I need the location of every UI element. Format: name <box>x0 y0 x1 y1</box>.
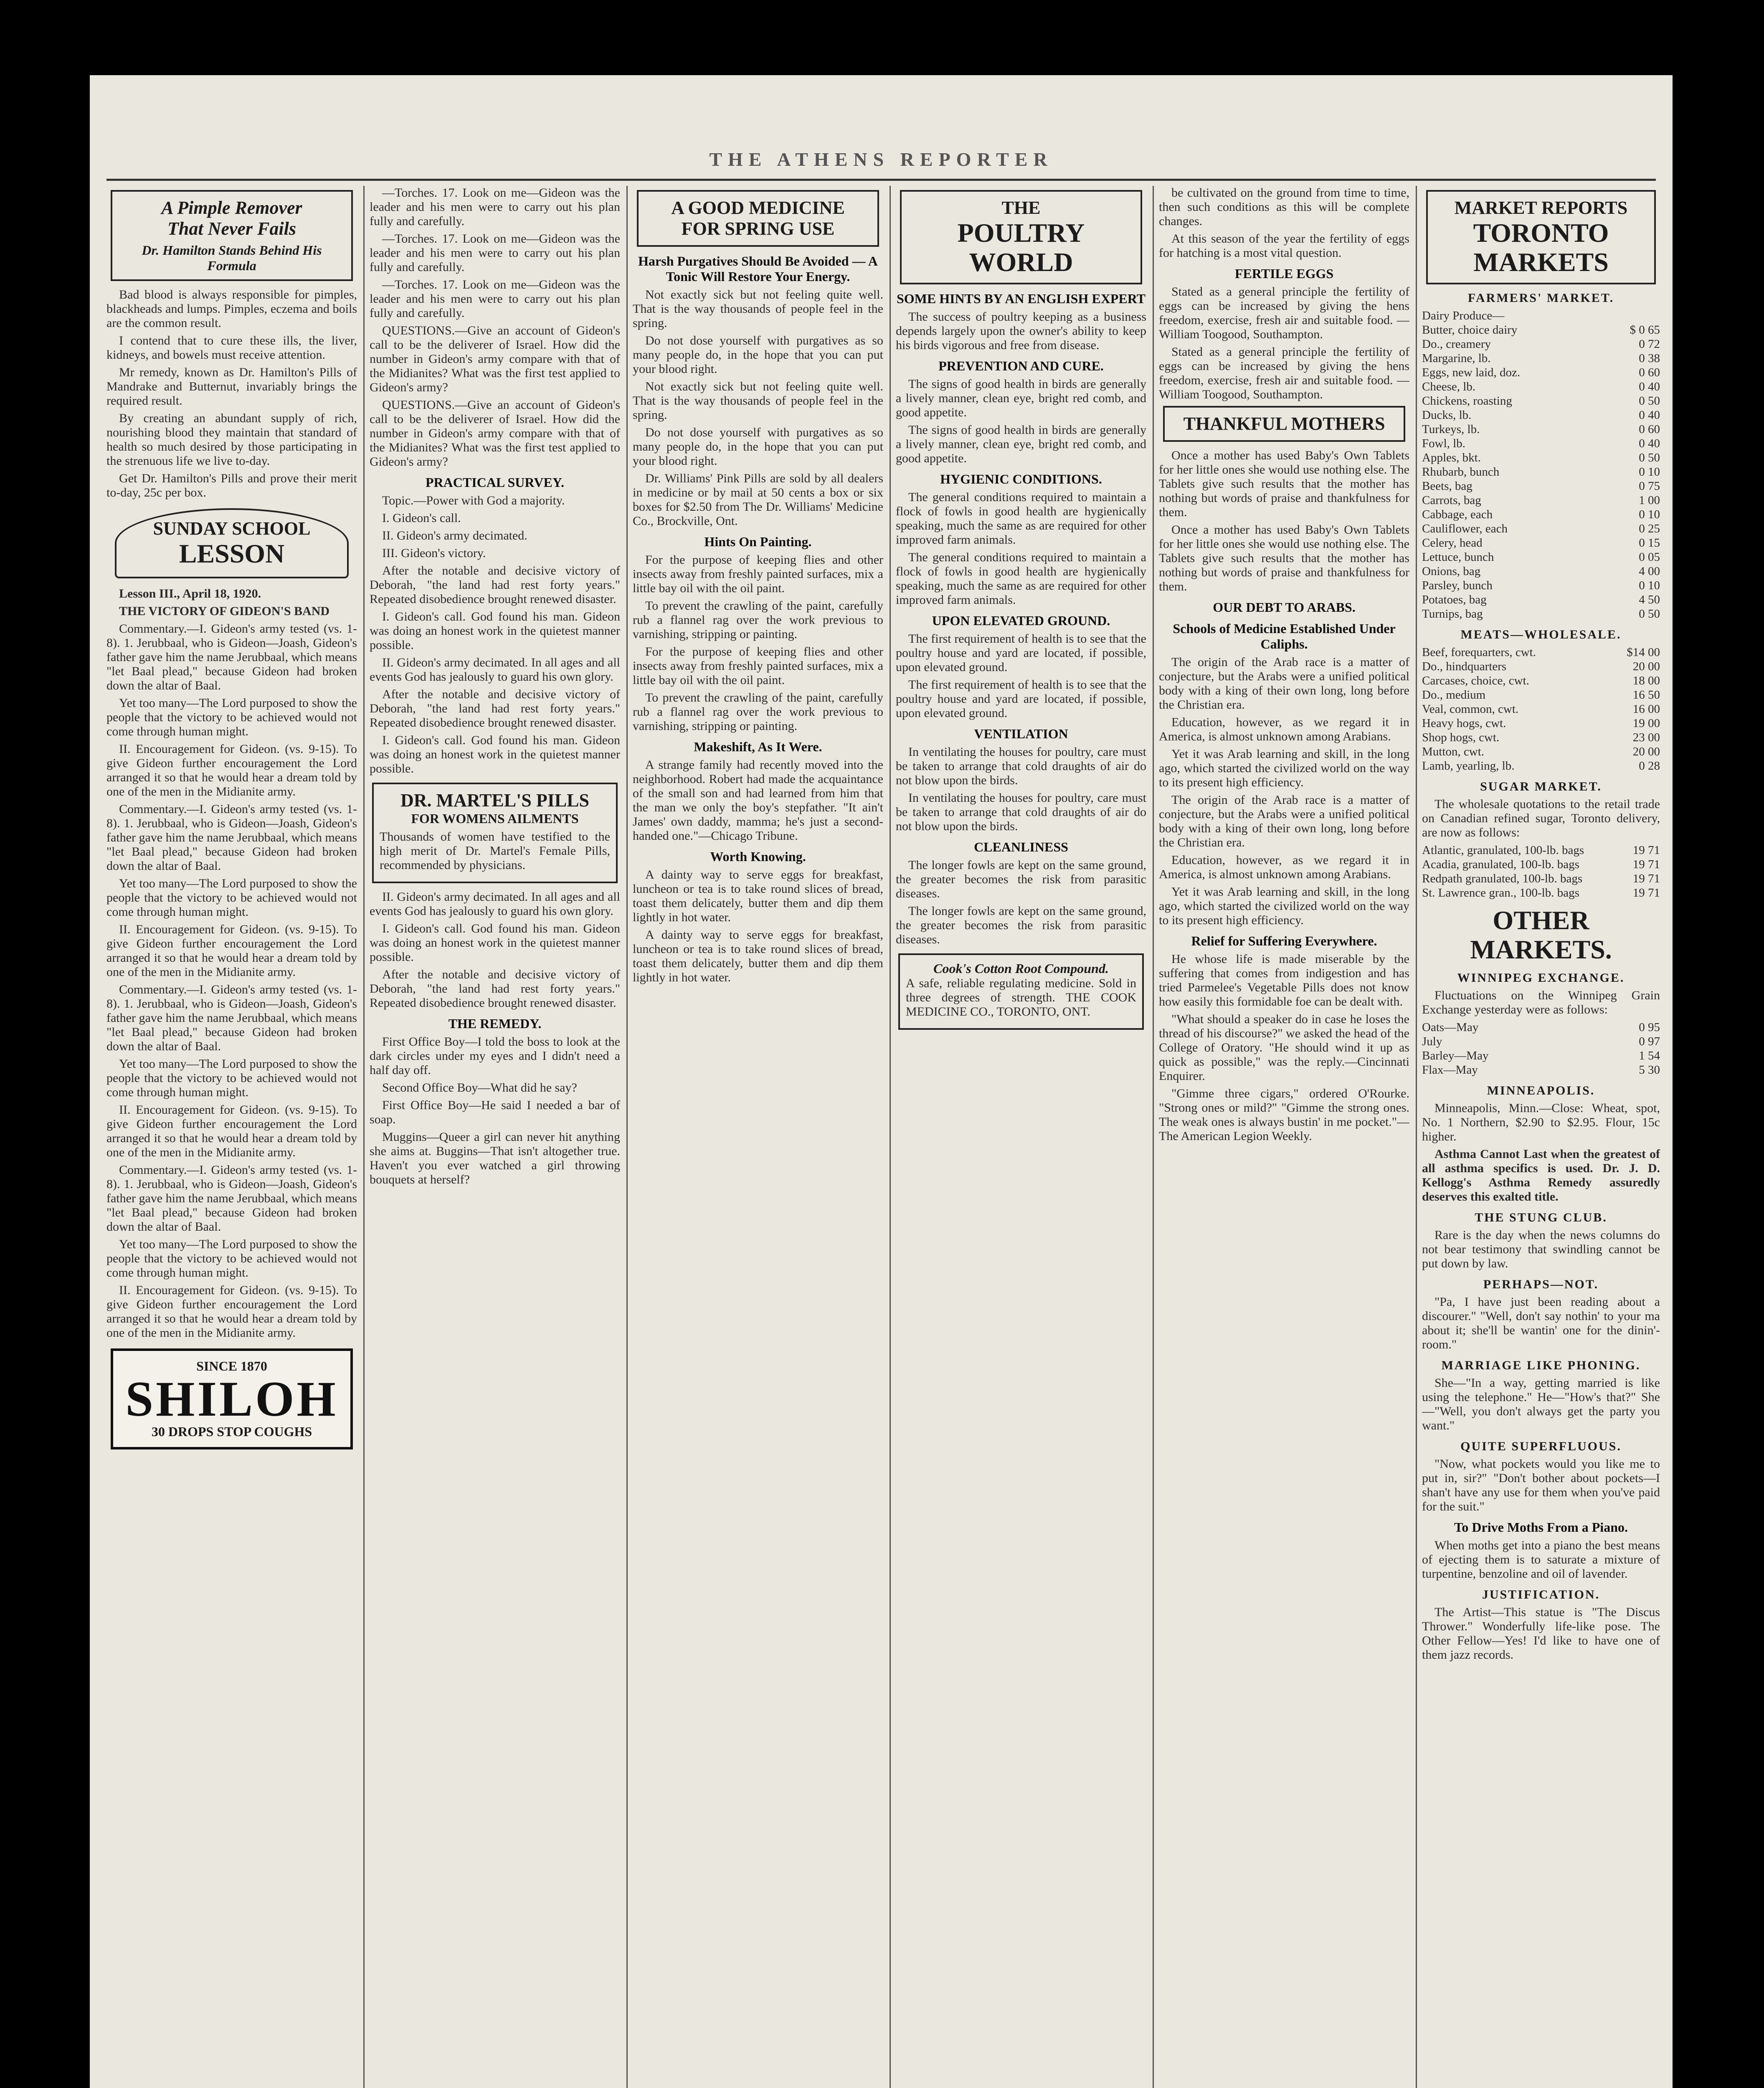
paragraph: When moths get into a piano the best means of ejecting them is to saturate a mixture of turpentine, benzoline and oil of lavender. <box>1422 1538 1660 1581</box>
market-price: 0 72 <box>1639 337 1660 351</box>
market-item: Rhubarb, bunch <box>1422 465 1500 479</box>
justification-heading: JUSTIFICATION. <box>1482 1588 1600 1601</box>
paragraph: Yet too many—The Lord purposed to show the people that the victory to be achieved would not come through human might. <box>106 696 357 738</box>
market-row <box>1422 1049 1660 1063</box>
market-item: Heavy hogs, cwt. <box>1422 717 1506 730</box>
paragraph: Education, however, as we regard it in America, is almost unknown among Arabians. <box>1159 715 1409 743</box>
shiloh-brand: SHILOH <box>125 1371 338 1427</box>
column-6 <box>1422 186 1660 2088</box>
paragraph: "Now, what pockets would you like me to put in, sir?" "Don't bother about pockets—I shan't have any use for them when you've paid for the suit." <box>1422 1457 1660 1513</box>
poultry-subhead: SOME HINTS BY AN ENGLISH EXPERT <box>896 291 1146 306</box>
sugar-heading: SUGAR MARKET. <box>1480 780 1602 793</box>
market-row <box>1422 659 1660 674</box>
market-item: Fowl, lb. <box>1422 437 1465 450</box>
marriage-heading: MARRIAGE LIKE PHONING. <box>1441 1358 1641 1372</box>
market-price: 19 71 <box>1632 872 1660 885</box>
market-item: July <box>1422 1035 1442 1048</box>
survey-item: I. Gideon's call. <box>382 511 461 525</box>
market-price: 16 50 <box>1632 688 1660 702</box>
market-item: Lamb, yearling, lb. <box>1422 759 1515 773</box>
paragraph: Commentary.—I. Gideon's army tested (vs. 1-8). 1. Jerubbaal, who is Gideon—Joash, Gideon's father gave him the name Jerubbaal, which means "let Baal plead," because Gideon had broken down the altar of Baal. <box>106 802 357 873</box>
column-1 <box>106 186 357 2088</box>
market-row <box>1422 745 1660 759</box>
market-banner-text: MARKET REPORTS <box>1454 198 1628 218</box>
market-item: Atlantic, granulated, 100-lb. bags <box>1422 844 1584 857</box>
market-price: 0 40 <box>1639 380 1660 393</box>
lesson-date: Lesson III., April 18, 1920. <box>119 587 261 601</box>
hygienic-heading: HYGIENIC CONDITIONS. <box>940 471 1102 487</box>
dr-martels-pills-ad <box>372 783 618 883</box>
paragraph: Stated as a general principle the fertility of eggs can be increased by giving the hens freedom, exercise, fresh air and suitable food. — William Toogood, Southampton. <box>1159 285 1409 341</box>
market-price: 0 50 <box>1639 607 1660 621</box>
top-rule <box>106 179 1656 181</box>
market-row <box>1422 702 1660 716</box>
column-4 <box>896 186 1146 2088</box>
market-price: 0 15 <box>1639 536 1660 550</box>
market-price: 0 40 <box>1639 437 1660 450</box>
market-item: Do., medium <box>1422 688 1486 702</box>
prevention-heading: PREVENTION AND CURE. <box>938 358 1104 373</box>
market-price: 18 00 <box>1632 674 1660 687</box>
paragraph: Yet too many—The Lord purposed to show the people that the victory to be achieved would not come through human might. <box>106 877 357 919</box>
market-price: 0 40 <box>1639 408 1660 422</box>
thankful-mothers-headline <box>1163 406 1405 442</box>
schools-heading: Schools of Medicine Established Under Caliphs. <box>1173 621 1396 651</box>
market-price: 20 00 <box>1632 745 1660 758</box>
debt-to-arabs-heading: OUR DEBT TO ARABS. <box>1213 600 1356 615</box>
market-row <box>1422 493 1660 507</box>
market-item: Redpath granulated, 100-lb. bags <box>1422 872 1583 885</box>
makeshift-heading: Makeshift, As It Were. <box>694 739 822 754</box>
market-price: 4 50 <box>1639 593 1660 606</box>
market-price: 0 75 <box>1639 479 1660 493</box>
paragraph: The longer fowls are kept on the same ground, the greater becomes the risk from parasitic diseases. <box>896 904 1146 946</box>
market-item: Beets, bag <box>1422 479 1473 493</box>
paragraph: The signs of good health in birds are generally a lively manner, clean eye, bright red comb, and good appetite. <box>896 377 1146 419</box>
market-row <box>1422 607 1660 621</box>
market-row <box>1422 380 1660 394</box>
market-price: 4 00 <box>1639 565 1660 578</box>
quite-superfluous-heading: QUITE SUPERFLUOUS. <box>1460 1439 1622 1453</box>
toronto-markets-title: TORONTO MARKETS <box>1473 218 1609 277</box>
market-row <box>1422 564 1660 578</box>
paragraph: "Gimme three cigars," ordered O'Rourke. "Strong ones or mild?" "Gimme the strong ones. The weak ones is always bustin' in me pocket."—The American Legion Weekly. <box>1159 1087 1409 1143</box>
medicine-title-line2: FOR SPRING USE <box>681 218 835 239</box>
market-row <box>1422 872 1660 886</box>
market-item: Barley—May <box>1422 1049 1489 1062</box>
paragraph: Commentary.—I. Gideon's army tested (vs. 1-8). 1. Jerubbaal, who is Gideon—Joash, Gideon's father gave him the name Jerubbaal, which means "let Baal plead," because Gideon had broken down the altar of Baal. <box>106 622 357 692</box>
farmers-market-heading: FARMERS' MARKET. <box>1467 291 1614 305</box>
paragraph: Dr. Williams' Pink Pills are sold by all dealers in medicine or by mail at 50 cents a box or six boxes for $2.50 from The Dr. Williams' Medicine Co., Brockville, Ont. <box>633 471 883 528</box>
market-item: Acadia, granulated, 100-lb. bags <box>1422 858 1579 871</box>
medicine-title-line1: A GOOD MEDICINE <box>671 198 845 218</box>
market-row <box>1422 465 1660 479</box>
survey-topic: Topic.—Power with God a majority. <box>382 494 565 507</box>
market-item: Turnips, bag <box>1422 607 1483 621</box>
market-price: 0 25 <box>1639 522 1660 535</box>
paragraph: The origin of the Arab race is a matter of conjecture, but the Arabs were a unified political body with a king of their own long, long before the Christian era. <box>1159 655 1409 712</box>
paragraph: Bad blood is always responsible for pimples, blackheads and lumps. Pimples, eczema and boils are the common result. <box>106 288 357 330</box>
market-row <box>1422 1063 1660 1077</box>
market-item: Parsley, bunch <box>1422 579 1493 592</box>
masthead: THE ATHENS REPORTER <box>709 149 1053 170</box>
shiloh-since: SINCE 1870 <box>196 1358 267 1373</box>
poultry-title-line1: THE <box>1001 198 1041 218</box>
sugar-list <box>1422 843 1660 900</box>
other-markets-heading: OTHER MARKETS. <box>1470 905 1612 964</box>
market-row <box>1422 857 1660 872</box>
market-price: 0 05 <box>1639 550 1660 564</box>
paragraph: A dainty way to serve eggs for breakfast, luncheon or tea is to take round slices of bread, toast them delicately, butter them and dip them lightly in hot water. <box>633 868 883 924</box>
market-item: Beef, forequarters, cwt. <box>1422 646 1536 659</box>
paragraph: Commentary.—I. Gideon's army tested (vs. 1-8). 1. Jerubbaal, who is Gideon—Joash, Gideon's father gave him the name Jerubbaal, which means "let Baal plead," because Gideon had broken down the altar of Baal. <box>106 983 357 1053</box>
market-item: Carcases, choice, cwt. <box>1422 674 1529 687</box>
survey-item: II. Gideon's army decimated. <box>382 529 527 542</box>
column-2 <box>370 186 620 2088</box>
market-price: 1 00 <box>1639 494 1660 507</box>
market-price: 0 50 <box>1639 394 1660 408</box>
market-price: 19 71 <box>1632 844 1660 857</box>
paragraph: QUESTIONS.—Give an account of Gideon's call to be the deliverer of Israel. How did the number in Gideon's army compare with that of the Midianites? What was the first test applied to Gideon's army? <box>370 398 620 469</box>
market-row <box>1422 843 1660 857</box>
paragraph: Not exactly sick but not feeling quite well. That is the way thousands of people feel in the spring. <box>633 288 883 330</box>
market-price: 0 10 <box>1639 579 1660 592</box>
paragraph: II. Encouragement for Gideon. (vs. 9-15). To give Gideon further encouragement the Lord arranged it so that he would hear a dream told by one of the men in the Midianite army. <box>106 1103 357 1159</box>
market-item: Chickens, roasting <box>1422 394 1512 408</box>
paragraph: "What should a speaker do in case he loses the thread of his discourse?" we asked the head of the College of Oratory. "He should wind it up as quick as possible," was the reply.—Cincinnati Enquirer. <box>1159 1012 1409 1083</box>
paragraph: Do not dose yourself with purgatives as so many people do, in the hope that you can put your blood right. <box>633 426 883 468</box>
paragraph: Muggins—Queer a girl can never hit anything she aims at. Buggins—That isn't altogether true. Haven't you ever watched a girl throwing bouquets at herself? <box>370 1130 620 1186</box>
good-medicine-headline <box>637 190 879 247</box>
market-row <box>1422 365 1660 380</box>
paragraph: II. Gideon's army decimated. In all ages and all events God has jealously to guard his own glory. <box>370 656 620 684</box>
market-row <box>1422 688 1660 702</box>
newspaper-page <box>90 75 1673 2088</box>
paragraph: For the purpose of keeping flies and other insects away from freshly painted surfaces, mix a little bay oil with the oil paint. <box>633 553 883 595</box>
market-item: Potatoes, bag <box>1422 593 1487 606</box>
meats-heading: MEATS—WHOLESALE. <box>1460 628 1622 641</box>
market-price: 16 00 <box>1632 702 1660 716</box>
pimple-remover-ad <box>111 190 353 281</box>
paragraph: Rare is the day when the news columns do not bear testimony that swindling cannot be put down by law. <box>1422 1228 1660 1270</box>
paragraph: After the notable and decisive victory of Deborah, "the land had rest forty years." Repeated disobedience brought renewed disaster. <box>370 968 620 1010</box>
cook-title: Cook's Cotton Root Compound. <box>933 961 1109 976</box>
column-rule <box>1416 186 1417 2088</box>
paragraph: I. Gideon's call. God found his man. Gideon was doing an honest work in the quietest manner possible. <box>370 733 620 775</box>
paragraph: A strange family had recently moved into the neighborhood. Robert had made the acquaintance of the small son and had learned from him that the man we only the boy's stepfather. "It ain't James' own daddy, mamma; he's just a second-handed one."—Chicago Tribune. <box>633 758 883 843</box>
paragraph: I. Gideon's call. God found his man. Gideon was doing an honest work in the quietest manner possible. <box>370 610 620 652</box>
market-reports-banner <box>1426 190 1656 284</box>
market-price: 19 71 <box>1632 886 1660 900</box>
paragraph: II. Encouragement for Gideon. (vs. 9-15). To give Gideon further encouragement the Lord arranged it so that he would hear a dream told by one of the men in the Midianite army. <box>106 1283 357 1340</box>
paragraph: The longer fowls are kept on the same ground, the greater becomes the risk from parasitic diseases. <box>896 858 1146 900</box>
paragraph: I. Gideon's call. God found his man. Gideon was doing an honest work in the quietest manner possible. <box>370 922 620 964</box>
perhaps-not-heading: PERHAPS—NOT. <box>1483 1277 1599 1291</box>
paragraph: The first requirement of health is to see that the poultry house and yard are located, if possible, upon elevated ground. <box>896 632 1146 674</box>
worth-knowing-heading: Worth Knowing. <box>710 849 806 864</box>
fertile-eggs-heading: FERTILE EGGS <box>1234 266 1334 281</box>
poultry-world-headline <box>900 190 1142 284</box>
paragraph: The Artist—This statue is "The Discus Thrower." Wonderfully life-like pose. The Other Fellow—Yes! I'd like to have one of them jazz records. <box>1422 1605 1660 1662</box>
paragraph: Second Office Boy—What did he say? <box>382 1081 577 1095</box>
market-item: Shop hogs, cwt. <box>1422 731 1500 744</box>
paragraph: To prevent the crawling of the paint, carefully rub a flannel rag over the work previous to varnishing, stripping or painting. <box>633 599 883 641</box>
market-price: 0 10 <box>1639 508 1660 521</box>
market-item: Margarine, lb. <box>1422 352 1491 365</box>
column-rule <box>1153 186 1154 2088</box>
market-row <box>1422 716 1660 730</box>
paragraph: By creating an abundant supply of rich, nourishing blood they maintain that standard of health so much desired by those participating in the strenuous life we live to-day. <box>106 411 357 468</box>
paragraph: Yet it was Arab learning and skill, in the long ago, which started the civilized world on the way to its present high efficiency. <box>1159 885 1409 927</box>
market-row <box>1422 674 1660 688</box>
column-rule <box>363 186 365 2088</box>
market-row <box>1422 886 1660 900</box>
paragraph: Once a mother has used Baby's Own Tablets for her little ones she would use nothing else. The Tablets give such results that the mother has nothing but words of praise and thankfulness for them. <box>1159 449 1409 519</box>
column-5 <box>1159 186 1409 2088</box>
market-price: $ 0 65 <box>1630 323 1660 337</box>
cooks-cotton-root-ad <box>898 953 1144 1030</box>
market-item: Do., creamery <box>1422 337 1491 351</box>
paragraph: —Torches. 17. Look on me—Gideon was the leader and his men were to carry out his plan fully and carefully. <box>370 232 620 274</box>
martel-body: Thousands of women have testified to the high merit of Dr. Martel's Female Pills, recommended by physicians. <box>380 830 610 872</box>
market-row <box>1422 422 1660 436</box>
market-item: Lettuce, bunch <box>1422 550 1494 564</box>
market-row <box>1422 436 1660 451</box>
paragraph: First Office Boy—He said I needed a bar of soap. <box>370 1098 620 1126</box>
market-item: Oats—May <box>1422 1021 1479 1034</box>
paragraph: For the purpose of keeping flies and other insects away from freshly painted surfaces, mix a little bay oil with the oil paint. <box>633 645 883 687</box>
practical-survey-heading: PRACTICAL SURVEY. <box>426 475 564 490</box>
market-row <box>1422 730 1660 745</box>
market-item: Do., hindquarters <box>1422 660 1507 673</box>
market-item: Celery, head <box>1422 536 1483 550</box>
paragraph: QUESTIONS.—Give an account of Gideon's call to be the deliverer of Israel. How did the number in Gideon's army compare with that of the Midianites? What was the first test applied to Gideon's army? <box>370 324 620 394</box>
lesson-title: THE VICTORY OF GIDEON'S BAND <box>119 604 330 618</box>
paragraph: She—"In a way, getting married is like using the telephone." He—"How's that?" She—"Well, you don't always get the party you want." <box>1422 1376 1660 1432</box>
dairy-label: Dairy Produce— <box>1422 309 1505 322</box>
cook-body: A safe, reliable regulating medicine. Sold in three degrees of strength. THE COOK MEDICINE CO., TORONTO, ONT. <box>906 976 1136 1019</box>
paragraph: Minneapolis, Minn.—Close: Wheat, spot, No. 1 Northern, $2.90 to $2.95. Flour, 15c higher. <box>1422 1101 1660 1143</box>
paragraph: —Torches. 17. Look on me—Gideon was the leader and his men were to carry out his plan fully and carefully. <box>370 278 620 320</box>
paragraph: Stated as a general principle the fertility of eggs can be increased by giving the hens freedom, exercise, fresh air and suitable food. — William Toogood, Southampton. <box>1159 345 1409 401</box>
paragraph: Get Dr. Hamilton's Pills and prove their merit to-day, 25c per box. <box>106 471 357 499</box>
market-item: Ducks, lb. <box>1422 408 1472 422</box>
market-price: 20 00 <box>1632 660 1660 673</box>
paragraph: II. Encouragement for Gideon. (vs. 9-15). To give Gideon further encouragement the Lord arranged it so that he would hear a dream told by one of the men in the Midianite army. <box>106 922 357 979</box>
market-row <box>1422 536 1660 550</box>
paragraph: First Office Boy—I told the boss to look at the dark circles under my eyes and I didn't need a half day off. <box>370 1035 620 1077</box>
market-item: Butter, choice dairy <box>1422 323 1518 337</box>
paragraph: In ventilating the houses for poultry, care must be taken to arrange that cold draughts of air do not blow upon the birds. <box>896 745 1146 787</box>
paragraph: Once a mother has used Baby's Own Tablets for her little ones she would use nothing else. The Tablets give such results that the mother has nothing but words of praise and thankfulness for them. <box>1159 523 1409 593</box>
paragraph: Yet it was Arab learning and skill, in the long ago, which started the civilized world on the way to its present high efficiency. <box>1159 747 1409 789</box>
farmers-market-list <box>1422 323 1660 621</box>
paragraph: The origin of the Arab race is a matter of conjecture, but the Arabs were a unified political body with a king of their own long, long before the Christian era. <box>1159 793 1409 849</box>
martel-title-line1: DR. MARTEL'S PILLS <box>400 790 589 811</box>
winnipeg-intro: Fluctuations on the Winnipeg Grain Exchange yesterday were as follows: <box>1422 988 1660 1016</box>
market-price: 0 38 <box>1639 352 1660 365</box>
survey-item: III. Gideon's victory. <box>382 546 486 560</box>
market-item: Apples, bkt. <box>1422 451 1481 464</box>
market-item: Turkeys, lb. <box>1422 423 1480 436</box>
paragraph: Yet too many—The Lord purposed to show the people that the victory to be achieved would not come through human might. <box>106 1057 357 1099</box>
market-row <box>1422 593 1660 607</box>
pimple-title-line2: That Never Fails <box>167 218 296 239</box>
market-row <box>1422 394 1660 408</box>
market-item: Flax—May <box>1422 1063 1478 1077</box>
market-price: 0 28 <box>1639 759 1660 773</box>
paragraph: The first requirement of health is to see that the poultry house and yard are located, if possible, upon elevated ground. <box>896 678 1146 720</box>
shiloh-tagline: 30 DROPS STOP COUGHS <box>151 1424 312 1439</box>
minneapolis-heading: MINNEAPOLIS. <box>1487 1084 1595 1097</box>
martel-title-line2: FOR WOMENS AILMENTS <box>411 811 579 826</box>
sunday-title-line1: SUNDAY SCHOOL <box>153 518 311 539</box>
paragraph: "Pa, I have just been reading about a discourer." "Well, don't say nothin' to your ma about it; she'll be wantin' one for the dinin'-room." <box>1422 1295 1660 1351</box>
column-3 <box>633 186 883 2088</box>
ventilation-heading: VENTILATION <box>974 726 1068 741</box>
market-row <box>1422 451 1660 465</box>
market-row <box>1422 645 1660 659</box>
market-row <box>1422 337 1660 351</box>
market-item: Onions, bag <box>1422 565 1481 578</box>
market-row <box>1422 1020 1660 1034</box>
market-price: 23 00 <box>1632 731 1660 744</box>
market-row <box>1422 507 1660 522</box>
paragraph: The general conditions required to maintain a flock of fowls in good health are hygienically speaking, much the same as are required for other improved farm animals. <box>896 490 1146 547</box>
market-item: Mutton, cwt. <box>1422 745 1485 758</box>
market-row <box>1422 1034 1660 1049</box>
winnipeg-list <box>1422 1020 1660 1077</box>
paragraph: —Torches. 17. Look on me—Gideon was the leader and his men were to carry out his plan fully and carefully. <box>370 186 620 228</box>
market-row <box>1422 550 1660 564</box>
market-price: 1 54 <box>1639 1049 1660 1062</box>
column-rule <box>890 186 891 2088</box>
sunday-title-line2: LESSON <box>179 539 285 568</box>
stung-club-heading: THE STUNG CLUB. <box>1475 1211 1607 1224</box>
market-price: 19 00 <box>1632 717 1660 730</box>
market-row <box>1422 759 1660 773</box>
market-item: Cauliflower, each <box>1422 522 1508 535</box>
market-item: Cabbage, each <box>1422 508 1493 521</box>
paragraph: In ventilating the houses for poultry, care must be taken to arrange that cold draughts of air do not blow upon the birds. <box>896 791 1146 833</box>
market-row <box>1422 323 1660 337</box>
paragraph: After the notable and decisive victory of Deborah, "the land had rest forty years." Repeated disobedience brought renewed disaster. <box>370 564 620 606</box>
market-price: 0 95 <box>1639 1021 1660 1034</box>
market-price: $14 00 <box>1627 646 1660 659</box>
paragraph: Mr remedy, known as Dr. Hamilton's Pills of Mandrake and Butternut, invariably brings the required result. <box>106 365 357 408</box>
market-price: 0 50 <box>1639 451 1660 464</box>
moths-heading: To Drive Moths From a Piano. <box>1454 1520 1628 1535</box>
dairy-heading <box>1422 309 1660 323</box>
paragraph: Education, however, as we regard it in America, is almost unknown among Arabians. <box>1159 853 1409 881</box>
cleanliness-heading: CLEANLINESS <box>974 839 1068 854</box>
paragraph: He whose life is made miserable by the suffering that comes from indigestion and has tried Parmelee's Vegetable Pills does not know how easily this formidable foe can be dealt with. <box>1159 952 1409 1009</box>
market-item: St. Lawrence gran., 100-lb. bags <box>1422 886 1579 900</box>
relief-heading: Relief for Suffering Everywhere. <box>1191 933 1377 948</box>
market-price: 5 30 <box>1639 1063 1660 1077</box>
market-price: 0 10 <box>1639 465 1660 479</box>
paragraph: The general conditions required to maintain a flock of fowls in good health are hygienically speaking, much the same as are required for other improved farm animals. <box>896 550 1146 607</box>
paragraph: Yet too many—The Lord purposed to show the people that the victory to be achieved would not come through human might. <box>106 1237 357 1280</box>
paragraph: The signs of good health in birds are generally a lively manner, clean eye, bright red comb, and good appetite. <box>896 423 1146 465</box>
shiloh-ad <box>111 1348 353 1449</box>
paragraph: II. Encouragement for Gideon. (vs. 9-15). To give Gideon further encouragement the Lord arranged it so that he would hear a dream told by one of the men in the Midianite army. <box>106 742 357 798</box>
market-item: Veal, common, cwt. <box>1422 702 1519 716</box>
mothers-title: THANKFUL MOTHERS <box>1183 413 1385 434</box>
paragraph: To prevent the crawling of the paint, carefully rub a flannel rag over the work previous to varnishing, stripping or painting. <box>633 691 883 733</box>
paragraph: Commentary.—I. Gideon's army tested (vs. 1-8). 1. Jerubbaal, who is Gideon—Joash, Gideon's father gave him the name Jerubbaal, which means "let Baal plead," because Gideon had broken down the altar of Baal. <box>106 1163 357 1234</box>
poultry-title-line2: POULTRY WORLD <box>957 218 1085 277</box>
market-row <box>1422 578 1660 593</box>
paragraph: II. Gideon's army decimated. In all ages and all events God has jealously to guard his own glory. <box>370 890 620 918</box>
market-item: Carrots, bag <box>1422 494 1481 507</box>
column-rule <box>626 186 628 2088</box>
paragraph: A dainty way to serve eggs for breakfast, luncheon or tea is to take round slices of bread, toast them delicately, butter them and dip them lightly in hot water. <box>633 928 883 984</box>
painting-heading: Hints On Painting. <box>704 534 812 549</box>
sugar-intro: The wholesale quotations to the retail trade on Canadian refined sugar, Toronto delivery, are now as follows: <box>1422 797 1660 839</box>
pimple-subtitle: Dr. Hamilton Stands Behind His Formula <box>142 243 322 273</box>
asthma-ad: Asthma Cannot Last when the greatest of all asthma specifics is used. Dr. J. D. Kellogg's Asthma Remedy assuredly deserves this exalted title. <box>1422 1147 1660 1204</box>
paragraph: The success of poultry keeping as a business depends largely upon the owner's ability to keep his birds vigorous and free from disease. <box>896 310 1146 352</box>
winnipeg-heading: WINNIPEG EXCHANGE. <box>1457 971 1625 985</box>
paragraph: At this season of the year the fertility of eggs for hatching is a most vital question. <box>1159 232 1409 260</box>
remedy-heading: THE REMEDY. <box>448 1016 542 1031</box>
sunday-school-lesson-heading <box>115 508 349 578</box>
market-item: Eggs, new laid, doz. <box>1422 366 1521 379</box>
pimple-title-line1: A Pimple Remover <box>161 198 302 218</box>
paragraph: After the notable and decisive victory of Deborah, "the land had rest forty years." Repeated disobedience brought renewed disaster. <box>370 687 620 730</box>
market-price: 0 60 <box>1639 366 1660 379</box>
market-price: 19 71 <box>1632 858 1660 871</box>
elevated-heading: UPON ELEVATED GROUND. <box>932 613 1110 628</box>
paragraph: I contend that to cure these ills, the liver, kidneys, and bowels must receive attention. <box>106 334 357 362</box>
market-row <box>1422 351 1660 365</box>
market-row <box>1422 479 1660 493</box>
market-row <box>1422 522 1660 536</box>
market-item: Cheese, lb. <box>1422 380 1476 393</box>
paragraph: Do not dose yourself with purgatives as so many people do, in the hope that you can put your blood right. <box>633 334 883 376</box>
paragraph: Not exactly sick but not feeling quite well. That is the way thousands of people feel in the spring. <box>633 380 883 422</box>
market-price: 0 97 <box>1639 1035 1660 1048</box>
medicine-subhead: Harsh Purgatives Should Be Avoided — A Tonic Will Restore Your Energy. <box>638 253 878 284</box>
market-row <box>1422 408 1660 422</box>
meats-list <box>1422 645 1660 773</box>
paragraph: be cultivated on the ground from time to time, then such conditions as this will be complete changes. <box>1159 186 1409 228</box>
market-price: 0 60 <box>1639 423 1660 436</box>
